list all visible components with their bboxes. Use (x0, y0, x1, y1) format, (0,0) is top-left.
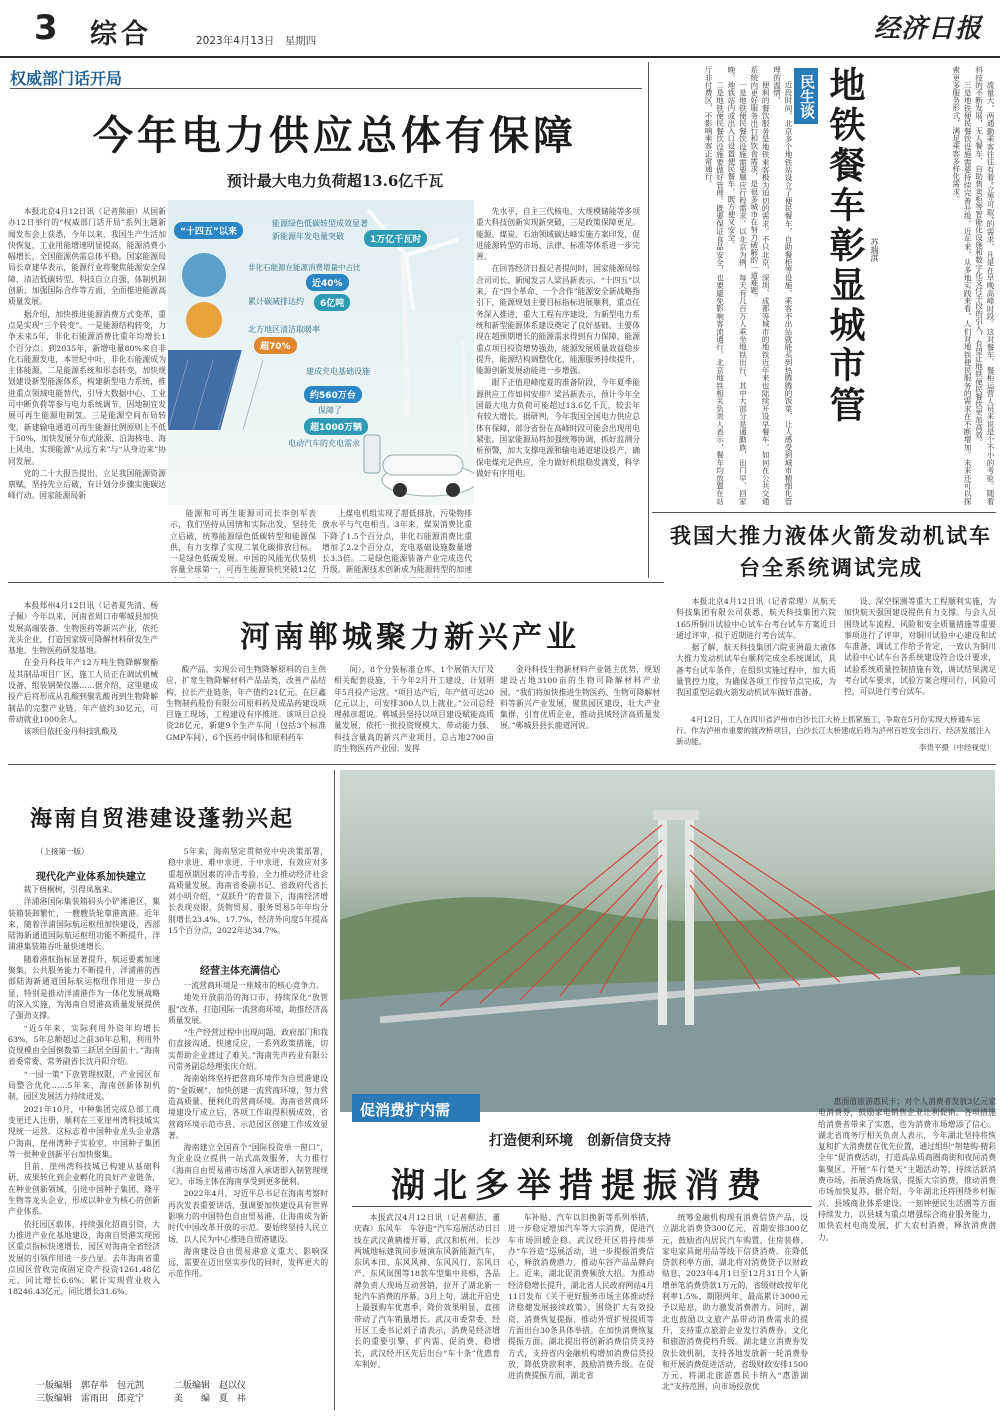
paragraph: 统筹金融机构现有消费信贷产品，设立湖北消费贷300亿元，首期安排300亿元，鼓励省内居民汽车购置、住房装修、家电家具耐用品等线下信贷消费。在降低贷款利率方面，湖北将对消费贷予以财政贴息，2023年4月1日至12月31日个人新增单笔消费贷款1万元的，省级财政按年化利率1.5%、期限两年、最高累计3000元予以贴息，助力激发消费潜力。同时，湖北也鼓励以文旅产品带动消费需求的提升，支持重点旅游企业发行消费券，文化和旅游消费提档升级。湖北建立消费券发放长效机制，支持各地发放新一轮消费券和开展消费促进活动，省级财政安排1500万元，将湖北旅游惠民卡纳入“惠游湖北”支持范围，向市场投放优 (662, 1213, 808, 1392)
divider (352, 1206, 812, 1207)
article-body-col1 (354, 1212, 500, 1410)
paragraph: 眼下正值迎峰度夏的准备阶段，今年夏季能源供应工作如何安排？梁昌新表示，预计今年全国最大电力负荷可能超过13.6亿千瓦，较去年有较大增长。据研判，今年我国全国电力供应总体有保障，部分省份在高峰时段可能会出现用电紧张。国家能源局将加强统筹协调，抓好监测分析预警，加大支撑电源和输电通道建设投产，确保电煤充足供应，全力做好机组稳发满发，科学做好有序用电。 (476, 378, 640, 478)
paragraph: 2022年4月，习近平总书记在海南考察时再次发表重要讲话，强调要加快建设具有世界影响力的中国特色自由贸易港，让海南成为新时代中国改革开放的示范。要始终坚持人民立场，以人民为中心推进自贸港建设。 (168, 1189, 328, 1244)
paragraph: 先水平，自主三代核电、大规模储能等多项重大科技创新实现新突破，三是政策保障更足。能源、煤炭、石油领域碳达峰实施方案印发，促进能源转型的市场、法律、标准等体系进一步完善。 (476, 207, 640, 262)
paragraph: 海南始终坚持把营商环境作为自贸港建设的“金饭碗”，加快创建一流营商环境，努力营造高质量、便利化的营商环境。海南省营商环境建设厅成立后，各项工作取得积极成效，省营商环境示范市县、示范园区创建工作成效显著。 (168, 1074, 328, 1140)
paragraph: 本报北京4月12日讯（记者熊丽）从国新办12日举行的“权威部门话开局”系列主题新闻发布会上获悉，今年以来，我国生产生活加快恢复，工业用能增速明显提高，能源消费小幅增长，全国能源供需总体平稳。国家能源局局长章建华表示，能源行业将聚焦能源安全保障、清洁低碳转型、科技自立自强、体制机制创新、加强国际合作等方面，全面推进能源高质量发展。 (8, 207, 166, 307)
column-body-b (846, 66, 996, 506)
paragraph: 地处开放前沿的海口市，持续深化“放管服”改革，打造国际一流营商环境，助推经济高质量发展。 (168, 993, 328, 1025)
article-body-col3 (322, 508, 472, 578)
editor-line: 二版编辑 赵以仪 (174, 1381, 247, 1391)
editor-line: 一版编辑 郭存举 包元凯 (36, 1381, 145, 1391)
issue-date: 2023年4月13日 星期四 (196, 35, 317, 47)
paragraph: 栽下梧桐树，引得凤凰来。 (23, 885, 118, 894)
masthead (0, 0, 1000, 58)
paragraph: 设、深空探测等重大工程顺利实施，为加快航天强国建设提供有力支撑。与会人员围绕试车流程、风险和安全质量措施等重要事项进行了评审，对铜川试验中心建设和试车准备、调试工作给予肯定，一致认为铜川试验中心试车台各系统建设符合设计要求，试验系统质量控制措施有效，调试结果满足考台试车要求，试验方案合理可行，风险可控，可以进行考台试车。 (844, 597, 996, 697)
photo-caption: 4月12日，工人在四川省泸州市白沙长江大桥上抓紧施工，争取在5月份实现大桥通车运行。作为泸州市重要的渡改桥项目，白沙长江大桥建成后将为泸州百姓安全出行、经济发展注入新动能。 (676, 715, 991, 746)
article-body-col4 (500, 664, 660, 758)
paragraph: 据了解，航天科技集团六院亚洲最大液体大推力发动机试车台顺利完成全系统调试，具备考台试车条件，在组织实施过程中，加大质量管控力度，为确保各项工作按节点完成，为我国重型运载火箭发动机试车做好准备。 (676, 643, 836, 698)
paragraph: 海南建立全国首个“国际投资单一窗口”，为企业设立提供一站式高效服务，大力推行《海南自由贸易港市场准入承诺即入制管理规定》，市场主体在海南享受到更多便利。 (168, 1143, 328, 1187)
paragraph: 5年来，海南坚定贯彻党中央决策部署，稳中求进、难中求进、干中求进，有效应对多重超预期因素的冲击考验，全力推动经济社会高质量发展。海南省委副书记、省政府代省长刘小明介绍，“双跃升”的背景下，海南经济增长表现亮眼，货物贸易、服务贸易5年年均分别增长23.4%、17.7%，经济外向度5年提高15个百分点，2022年达34.7%。 (168, 847, 328, 936)
article-title: 河南郸城聚力新兴产业 (240, 620, 580, 655)
paragraph: 间），8个分装标准仓库、1个展销大厅及相关配套设施，于今年2月开工建设，计划明年5月投产运营。“项目达产后，年产值可达20亿元以上，可安排300人以上就业。”公司总经理郝彦超说。郸城县坚持以项目建设赋能高质量发展，依托一批投资规模大、带动能力强、科技含量高的新兴产业项目，总占地2700亩的生物医药产业园；发挥 (334, 665, 494, 754)
article-body-col2 (168, 846, 328, 956)
column-author: 苏瑞淇 (870, 238, 879, 262)
paragraph: 本报北京4月12日讯（记者常理）从航天科技集团有限公司获悉，航天科技集团六院165所铜川试验中心试车台考台试车方案近日通过评审，拟于近期进行考台试车。 (676, 597, 836, 640)
paragraph: 一是地铁便民餐饮设施需要顺应行程需求。以北京为例，每天有几百万人乘坐地铁出行，其中大部分是通勤族，出门早、回家晚。地铁站内或出入口设置便民餐车，既方便又安全。 (726, 66, 748, 505)
column-tag: 促消费扩内需 (352, 1094, 480, 1122)
info-value: 1万亿千瓦时 (364, 230, 427, 247)
info-value: 约560万台 (304, 386, 362, 403)
paragraph: “一园一策”下放管理权限，产业园区布局整合优化……5年来，海南创新体制机制，园区发展活力持续迸发。 (8, 1069, 160, 1102)
column-tag: 权威部门话开局 (10, 69, 123, 88)
paragraph: 二是地铁便民餐饮设施要做好管理。既要保证食品安全，也要避免影响客流通行。北京地铁相关负责人表示，餐车均放置在站厅非付费区，不影响乘客正常通行。 (704, 66, 725, 505)
divider (8, 582, 664, 583)
article-body-col2 (508, 1212, 654, 1410)
editor-line: 美 编 夏 祎 (174, 1394, 247, 1404)
paragraph: 本报武汉4月12日讯（记者柳洁、董庆森）东风车 车谷造“汽车巡展活动日日线在武汉黄鹤楼开幕，武汉和杭州、长沙两城地标建筑同步展演东风新能源汽车，东风本田、东风风神、东风风行、东风日产、东风岚图等18款车型集中亮相，各品牌负责人现场互动营销，拉开了湖北新一轮汽车消费的序幕。3月上旬，湖北开启史上最强购车优惠季，降价效果明显，直接带动了汽车销量增长。武汉市委常委、经开区工委书记刘子清表示，消费是经济增长的重要引擎，扩内需、促消费、稳增长，武汉经开区先后出台“车十条”优惠育车利好。 (354, 1213, 500, 1369)
article-body-col3 (334, 664, 494, 758)
info-value: 超1000万辆 (304, 418, 368, 435)
paragraph: “生产经营过程中出现问题，政府部门和我们直接沟通、快速反应，一系列政策措施，切实帮助企业渡过了难关。”海南先声药业有限公司常务副总经理张庆介绍。 (168, 1028, 328, 1072)
article-body-col1 (8, 600, 158, 758)
divider (648, 62, 649, 578)
divider (652, 512, 996, 513)
paragraph: 酸产品，实现公司生物降解原料的自主供应，扩宽生物降解材料产品品类，改善产品结构，拉长产业链条，年产值约21亿元。在巨鑫生物制药股份有限公司原料药及成品药建设项目施工现场，工程建设有序推进。该项目总投资28亿元，新建9个生产车间（包括3个标准GMP车间），6个医药中间体和原料药车 (166, 665, 326, 742)
info-text: 保障了 (318, 406, 342, 415)
paragraph: 依托园区载体，持续强化招商引资，大力推进产业化基地建设，海南自贸港实现园区重点指标快速增长，园区对海南全省经济发展的引领作用进一步凸显。去年海南省重点园区营收完成固定资产投资1261.48亿元，同比增长6.6%；累计实现营业收入18246.43亿元，同比增长31.6%。 (8, 1219, 160, 1297)
article-kicker: 打造便利环境 创新信贷支持 (489, 1133, 671, 1149)
paragraph: 在回答经济日报记者提问时，国家能源局综合司司长、新闻发言人梁昌新表示，“十四五”以来，在“四个革命、一个合作”能源安全新战略指引下，能源规划主要目标指标进展顺利，重点任务深入推进，重大工程有序建设，为新型电力系统和新型能源体系建设奠定了良好基础。主要体现在超预期增长的能源需求得到有力保障，能源重点项目投资增势强劲，能源发展质量效益稳步提升，能源结构调整优化，能源服务持续提升，能源创新发展动能进一步增强。 (476, 264, 640, 376)
paragraph: 三是地铁便民餐饮设施需要持续完善升级。近年来，从多地实践来看，人们对地铁便民服务的需求在不断增加。未来还可以探索更多服务形式，满足乘客多样化需求。 (951, 66, 973, 505)
paragraph: 据介绍，加快推进能源消费方式变革，重点是实现“三个转变”。一是能源结构转变，力争未来5年，非化石能源消费比重年均增长1个百分点；到2035年，新增电量80%来自非化石能源发电，本世纪中叶，非化石能源成为主体能源。二是能源系统和形态转变，加快规划建设新型能源体系，构建新型电力系统，推进重点领域电能替代，引导大数据中心、工业可中断负荷等参与电力系统调节，因地制宜发展可再生能源电制氢。三是能源空间布局转变，新建输电通道可再生能源比例原则上不低于50%，加快发展分布式能源、沿海核电、海上风电，实现能源“从远方来”与“从身边来”协同发展。 (8, 309, 166, 466)
info-text: 北方地区清洁取暖率 (248, 325, 320, 334)
paragraph: 2021年10月，中种集团完成总部工商变更迁入注册，顺利在三亚崖州湾科技城实现统一运营。这标志着中国种业龙头企业落户海南，崖州湾种子实验室、中国种子集团等一批种业创新平台加快聚集。 (8, 1104, 160, 1159)
section-name: 综合 (90, 19, 152, 50)
paragraph: 金丹科技生物新材料产业链主优势，规划建设占地3100亩的生物可降解材料产业园。“我们将加快推进生物医药、生物可降解材料等新兴产业发展，聚焦园区建设，壮大产业集群，引育优质企业，推动县域经济高质量发展。”郸城县县长鹿道河说。 (500, 665, 660, 731)
article-body-col4 (476, 206, 640, 578)
divider (8, 764, 996, 765)
info-text: 电动汽车的充电需求 (288, 439, 360, 448)
paragraph: 洋浦港国际集装箱码头小铲滩港区，集装箱装卸繁忙，一艘艘货轮靠港离港。近年来，随着洋浦国际航运枢纽加快建设，西部陆海新通道国际航运枢纽功能不断提升，洋浦港集装箱吞吐量快速增长。 (8, 897, 160, 952)
section-subhead: 经营主体充满信心 (200, 966, 280, 977)
continued-note: （上接第一版） (36, 847, 89, 856)
article-body-col2 (170, 508, 316, 578)
infographic-art (168, 200, 474, 505)
article-body-col1 (8, 884, 160, 1398)
paragraph: “近5年来，实际利用外资年均增长63%，5年总额超过之前30年总和，利用外资规模由全国倒数第三跃居全国前十。”海南省委常委、常务副省长沈丹阳介绍。 (8, 1023, 160, 1067)
article-title: 湖北多举措提振消费 (391, 1166, 769, 1206)
paragraph: 近段时间，北京多个地铁站设立了便民餐车，自助餐柜等设施，乘客不出站就能买到热腾腾的饭菜，让人感受到城市精细化管理的温情。 (772, 66, 793, 505)
paragraph: 上煤电机组实现了超低排放，污染物排放水平与气电相当。3年来，煤炭消费比重下降了1.5个百分点，非化石能源消费比重增加了2.2个百分点，充电基础设施数量增长3.3倍。二是绿色能源装备产业完成迭代升级。新能源技术创新成为能源转型的加速 (322, 509, 472, 575)
paragraph: 随着港航指标显著提升、航运要素加速聚集，公共服务能力不断提升，洋浦港的西部陆海新通道国际航运枢纽作用进一步凸显，特别是推动洋浦港作为一体化发展战略的深入实施，为海南自贸港高质量发展提供了强劲支撑。 (8, 954, 160, 1021)
newspaper-logo: 经济日报 (873, 14, 982, 44)
article-subtitle: 预计最大电力负荷超13.6亿千瓦 (226, 172, 444, 190)
divider (334, 770, 335, 1410)
paragraph: 车补贴、汽车以旧换新等系列举措，进一步稳定增加汽车等大宗消费，促进汽车市场回暖企稳。武汉经开区将持续举办“车谷造”巡展活动，进一步提振消费信心，释放消费潜力，推动车谷产品品牌向上。近来，湖北促消费频放大招。为推动经济稳增长提升，湖北省人民政府网站4月11日发布《关于更好服务市场主体推动经济稳健发展接续政策》，围绕扩大有效投资、消费恢复提振、推动外贸扩规提质等方面出台30条具体举措。在加快消费恢复提振方面，湖北提出将创新消费信贷支持方式，支持省内金融机构增加消费信贷投放，降低贷款利率，鼓励消费升级。在促进消费提振方面，湖北省 (508, 1213, 654, 1381)
page-number: 3 (34, 8, 58, 48)
info-text: 能源绿色低碳转型成效显著 (272, 219, 368, 228)
article-title: 今年电力供应总体有保障 (93, 113, 577, 159)
paragraph: 海南建设自由贸易港意义重大、影响深远，需要在迈出坚实步伐的同时，发挥更大的示范作用。 (168, 1246, 328, 1279)
column-title: 地铁餐车彰显城市管 (824, 66, 865, 426)
info-value: 超70% (254, 337, 297, 354)
info-text: 累计碳减排达约 (248, 297, 304, 306)
info-plan-badge: “十四五”以来 (174, 222, 243, 239)
paragraph: 一流营商环境是一座城市的核心竞争力。 (183, 981, 324, 990)
column-body-a (664, 66, 794, 506)
article-body-col1 (8, 206, 166, 578)
paragraph: 便利的餐饮服务是地铁乘客极为迫切的需求。不只北京，深圳、成都等城市的地铁近年来也陆续开设早餐车。如何在公共交通系统内更好服务出行和饮食需求，是很多城市在努力破解的一道难题。 (749, 66, 771, 505)
paragraph: 流量大，两通勤乘客往往有着“立等可取”的需求，凡是在早晚高峰时段。这对餐车、餐柜运营人员来说是个不小的考验。随着科技的不断发展，无人餐车、自助售卖柜等智能化设施和数字化支付手段的引入，有望让地铁便民餐饮更加高效。 (974, 66, 995, 505)
bridge-illustration (340, 770, 995, 1112)
info-value: 6亿吨 (314, 294, 350, 311)
paragraph: 本报郑州4月12日讯（记者夏先清、杨子佩）今年以来，河南省周口市郸城县加快发展高端装备、生物医药等新兴产业，依托龙头企业，打造国家级可降解材料研发生产基地、生物医药研发基地。 (8, 601, 158, 656)
paragraph: 惠面值旅游惠民卡；对个人消费者发放3亿元家电消费券，鼓励家电销售企业让利促销。各项措施给消费者带来了实惠，也为消费市场增添了信心。湖北省商务厅相关负责人表示，今年湖北坚持将恢复和扩大消费摆在优先位置，通过组织“荆楚购·精彩全年”促消费活动，打造高品质商圈商街和夜间消费集聚区、开展“车行楚天”主题活动等，持续活跃消费市场，拓展消费场景，提振大宗消费，推动消费市场加快复苏。据介绍，今年湖北还将围绕乡村振兴、县域商业体系建设、一刻钟便民生活圈等方面持续发力，以县城为重点增强综合商业服务能力，加快农村电商发展，扩大农村消费，释放消费潜力。 (818, 1097, 996, 1242)
article-title: 海南自贸港建设蓬勃兴起 (30, 807, 295, 832)
paragraph: 能源和可再生能源司司长李创军表示，我们坚持从国情和实际出发，坚持先立后破，统筹能源绿色低碳转型和能源保供，有力支撑了实现二氧化碳排放目标。一是绿色低碳发展。中国的风能光伏装机容量全球第一，可再生能源装机突破12亿 (170, 509, 316, 575)
photo-credit: 李贵平摄（中经视觉） (919, 743, 994, 752)
energy-infographic (168, 200, 474, 505)
article-title: 我国大推力液体火箭发动机试车台全系统调试完成 (670, 524, 992, 580)
bridge-photo (340, 770, 995, 1112)
editor-credits (36, 1380, 336, 1406)
article-body-col2 (166, 664, 326, 758)
article-body-col3 (662, 1212, 808, 1410)
info-text: 非化石能源在能源消费增量中占比 (248, 263, 361, 272)
paragraph: 党的二十大报告提出，立足我国能源资源禀赋，坚持先立后破，有计划分步骤实施碳达峰行动。国家能源局新 (8, 468, 166, 501)
paragraph: 该项目依托金丹科技乳酸及 (23, 727, 118, 737)
section-subhead: 现代化产业体系加快建立 (36, 872, 146, 883)
paragraph: 在金丹科技年产12万吨生物降解聚酯及其制品项目厂区，施工人员正在调试机械设备、组装钢架仪器……据介绍，这里建成投产后将形成从乳酸到聚乳酸再到生物降解制品的完整产业链，年产值约30亿元，可带动就业1000余人。 (8, 658, 158, 724)
divider (10, 88, 642, 89)
info-text: 新能源年发电量突破 (272, 232, 344, 241)
paragraph: 目前，崖州湾科技城已构建从基础科研、成果转化到企业孵化的良好产业链条，在种业创新领域，引进中国种子集团、隆平生物等龙头企业，形成以种业为核心的创新产业体系。 (8, 1162, 160, 1217)
column-tag: 民生谈 (794, 68, 818, 124)
info-text: 建成充电基础设施 (306, 367, 370, 376)
editor-line: 三版编辑 雷雨田 郎竞宁 (36, 1394, 145, 1404)
info-value: 近40% (306, 274, 349, 291)
article-body-col2b (168, 980, 328, 1398)
article-body-col4 (818, 1096, 996, 1410)
